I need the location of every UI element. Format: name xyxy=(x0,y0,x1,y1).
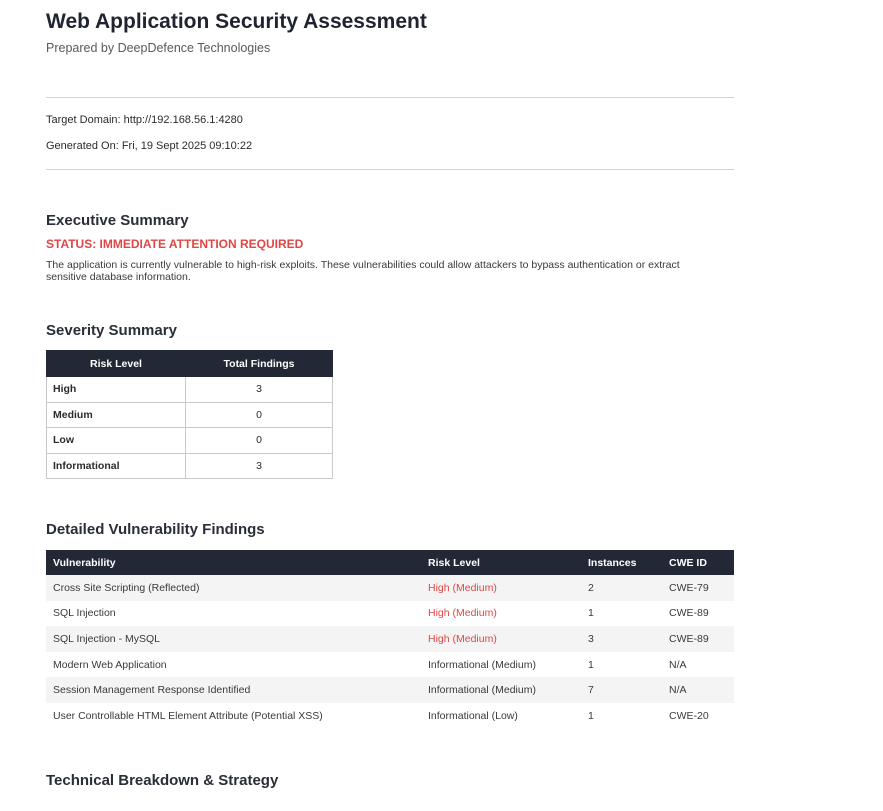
severity-summary-heading: Severity Summary xyxy=(46,322,177,339)
table-row xyxy=(46,575,734,601)
report-title: Web Application Security Assessment xyxy=(46,10,427,33)
vulnerability-name: Cross Site Scripting (Reflected) xyxy=(46,575,421,601)
findings-heading: Detailed Vulnerability Findings xyxy=(46,521,265,538)
executive-summary-text: The application is currently vulnerable to high-risk exploits. These vulnerabilities could allow attackers to bypass authentication or extract sensitive database information. xyxy=(46,259,680,283)
cwe-id: N/A xyxy=(662,677,734,703)
risk-level: High (Medium) xyxy=(421,575,581,601)
cwe-id: CWE-20 xyxy=(669,709,709,722)
column-header-risk-level: Risk Level xyxy=(47,351,186,377)
table-row xyxy=(47,377,333,403)
column-header-risk-level: Risk Level xyxy=(421,550,581,575)
status-alert: STATUS: IMMEDIATE ATTENTION REQUIRED xyxy=(46,237,304,251)
table-row xyxy=(46,626,734,652)
cwe-id: CWE-89 xyxy=(669,607,709,620)
risk-level: Informational (Medium) xyxy=(421,677,581,703)
severity-count: 0 xyxy=(186,402,333,428)
instances-count: 1 xyxy=(588,658,594,671)
technical-breakdown-heading: Technical Breakdown & Strategy xyxy=(46,772,279,789)
severity-level: High xyxy=(47,377,186,403)
column-header-total-findings: Total Findings xyxy=(186,351,333,377)
risk-level: Informational (Medium) xyxy=(428,658,536,671)
severity-level: Low xyxy=(47,428,186,454)
report-subtitle: Prepared by DeepDefence Technologies xyxy=(46,41,271,55)
column-header-cwe-id: CWE ID xyxy=(662,550,734,575)
column-header-vulnerability: Vulnerability xyxy=(46,550,421,575)
table-row xyxy=(47,428,333,454)
divider xyxy=(46,97,734,98)
severity-level: Informational xyxy=(47,453,186,479)
severity-count: 3 xyxy=(186,453,333,479)
risk-level: High (Medium) xyxy=(428,607,497,620)
table-row xyxy=(47,453,333,479)
table-header-row xyxy=(47,351,333,377)
table-row xyxy=(46,652,734,678)
table-row xyxy=(47,402,333,428)
vulnerability-name: Modern Web Application xyxy=(53,658,167,671)
severity-summary-table xyxy=(46,350,333,479)
target-domain: Target Domain: http://192.168.56.1:4280 xyxy=(46,114,243,126)
severity-count: 3 xyxy=(186,377,333,403)
cwe-id: CWE-79 xyxy=(662,575,734,601)
instances-count: 1 xyxy=(588,709,594,722)
vulnerability-name: User Controllable HTML Element Attribute (Potential XSS) xyxy=(53,709,323,722)
table-header-row xyxy=(46,550,734,575)
instances-count: 7 xyxy=(581,677,662,703)
instances-count: 1 xyxy=(588,607,594,620)
instances-count: 2 xyxy=(581,575,662,601)
vulnerability-name: SQL Injection xyxy=(53,607,116,620)
executive-summary-heading: Executive Summary xyxy=(46,212,189,229)
vulnerability-name: Session Management Response Identified xyxy=(46,677,421,703)
instances-count: 3 xyxy=(581,626,662,652)
generated-on: Generated On: Fri, 19 Sept 2025 09:10:22 xyxy=(46,140,253,152)
column-header-instances: Instances xyxy=(581,550,662,575)
table-row xyxy=(46,601,734,627)
risk-level: Informational (Low) xyxy=(428,709,518,722)
table-row xyxy=(46,677,734,703)
severity-level: Medium xyxy=(47,402,186,428)
cwe-id: CWE-89 xyxy=(662,626,734,652)
divider xyxy=(46,169,734,170)
cwe-id: N/A xyxy=(669,658,687,671)
vulnerability-name: SQL Injection - MySQL xyxy=(46,626,421,652)
table-row xyxy=(46,703,734,729)
vulnerability-findings-table xyxy=(46,550,734,729)
severity-count: 0 xyxy=(186,428,333,454)
risk-level: High (Medium) xyxy=(421,626,581,652)
